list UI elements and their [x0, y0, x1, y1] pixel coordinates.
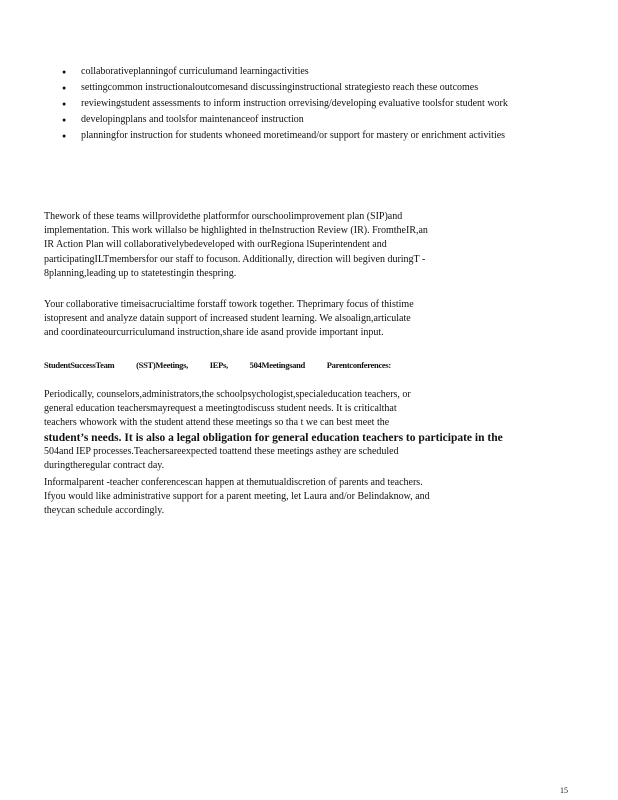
paragraph-line: IR Action Plan will collaborativelybedeveloped with ourRegiona lSuperintendent and [44, 239, 387, 251]
section-heading: StudentSuccessTeam (SST)Meetings, IEPs, 504Meetingsand Parentconferences: [44, 360, 391, 370]
bullet-item [60, 82, 520, 94]
paragraph-line: Informalparent -teacher conferencescan happen at themutualdiscretion of parents and teachers. [44, 477, 423, 488]
paragraph-line: teachers whowork with the student attend these meetings so tha t we can best meet the [44, 417, 390, 429]
paragraph-line: and coordinateourcurriculumand instruction,share ide asand provide important input. [44, 327, 384, 339]
paragraph-teams-work [44, 210, 514, 281]
paragraph-collaborative-time [44, 298, 514, 341]
bullet-text: developingplans and toolsfor maintenanceof instruction [81, 114, 304, 125]
bullet-item [60, 114, 520, 126]
paragraph-line: istopresent and analyze datain support of increased student learning. We alsoalign,articulate [44, 313, 411, 325]
bullet-item [60, 66, 520, 78]
paragraph-line: 8planning,leading up to statetestingin thespring. [44, 267, 237, 279]
bullet-item [60, 98, 520, 110]
paragraph-line: Periodically, counselors,administrators,the schoolpsychologist,specialeducation teachers, or [44, 389, 411, 400]
paragraph-line: theycan schedule accordingly. [44, 505, 165, 517]
paragraph-parent-conferences [44, 476, 514, 519]
bullet-text: settingcommon instructionaloutcomesand discussinginstructional strategiesto reach these outcomes [81, 82, 479, 93]
bullet-item [60, 130, 520, 142]
paragraph-line: Ifyou would like administrative support for a parent meeting, let Laura and/or Belindaknow, and [44, 491, 430, 503]
bullet-text: reviewingstudent assessments to inform instruction orrevising/developing evaluative toolsfor student work [81, 98, 508, 109]
bullet-text: planningfor instruction for students whoneed moretimeand/or support for mastery or enrichment activities [81, 130, 506, 141]
paragraph-line: participatingILTmembersfor our staff to focuson. Additionally, direction will begiven duringT - [44, 253, 426, 265]
paragraph-line: 504and IEP processes.Teachersareexpected toattend these meetings asthey are scheduled [44, 445, 399, 457]
paragraph-line: general education teachersmayrequest a meetingtodiscuss student needs. It is criticalthat [44, 403, 397, 415]
paragraph-line: Thework of these teams willprovidethe platformfor ourschoolimprovement plan (SIP)and [44, 211, 403, 222]
paragraph-line: Your collaborative timeisacrucialtime forstaff towork together. Theprimary focus of thistime [44, 299, 414, 310]
paragraph-line-emphasis: student’s needs. It is also a legal obligation for general education teachers to participate in the [44, 431, 503, 444]
bullet-text: collaborativeplanningof curriculumand learningactivities [81, 66, 309, 77]
bullet-list [60, 66, 520, 146]
page-number: 15 [560, 786, 568, 795]
paragraph-meetings [44, 388, 514, 473]
paragraph-line: implementation. This work willalso be highlighted in theInstruction Review (IR). FromtheIR,an [44, 225, 428, 237]
paragraph-line: duringtheregular contract day. [44, 460, 165, 472]
